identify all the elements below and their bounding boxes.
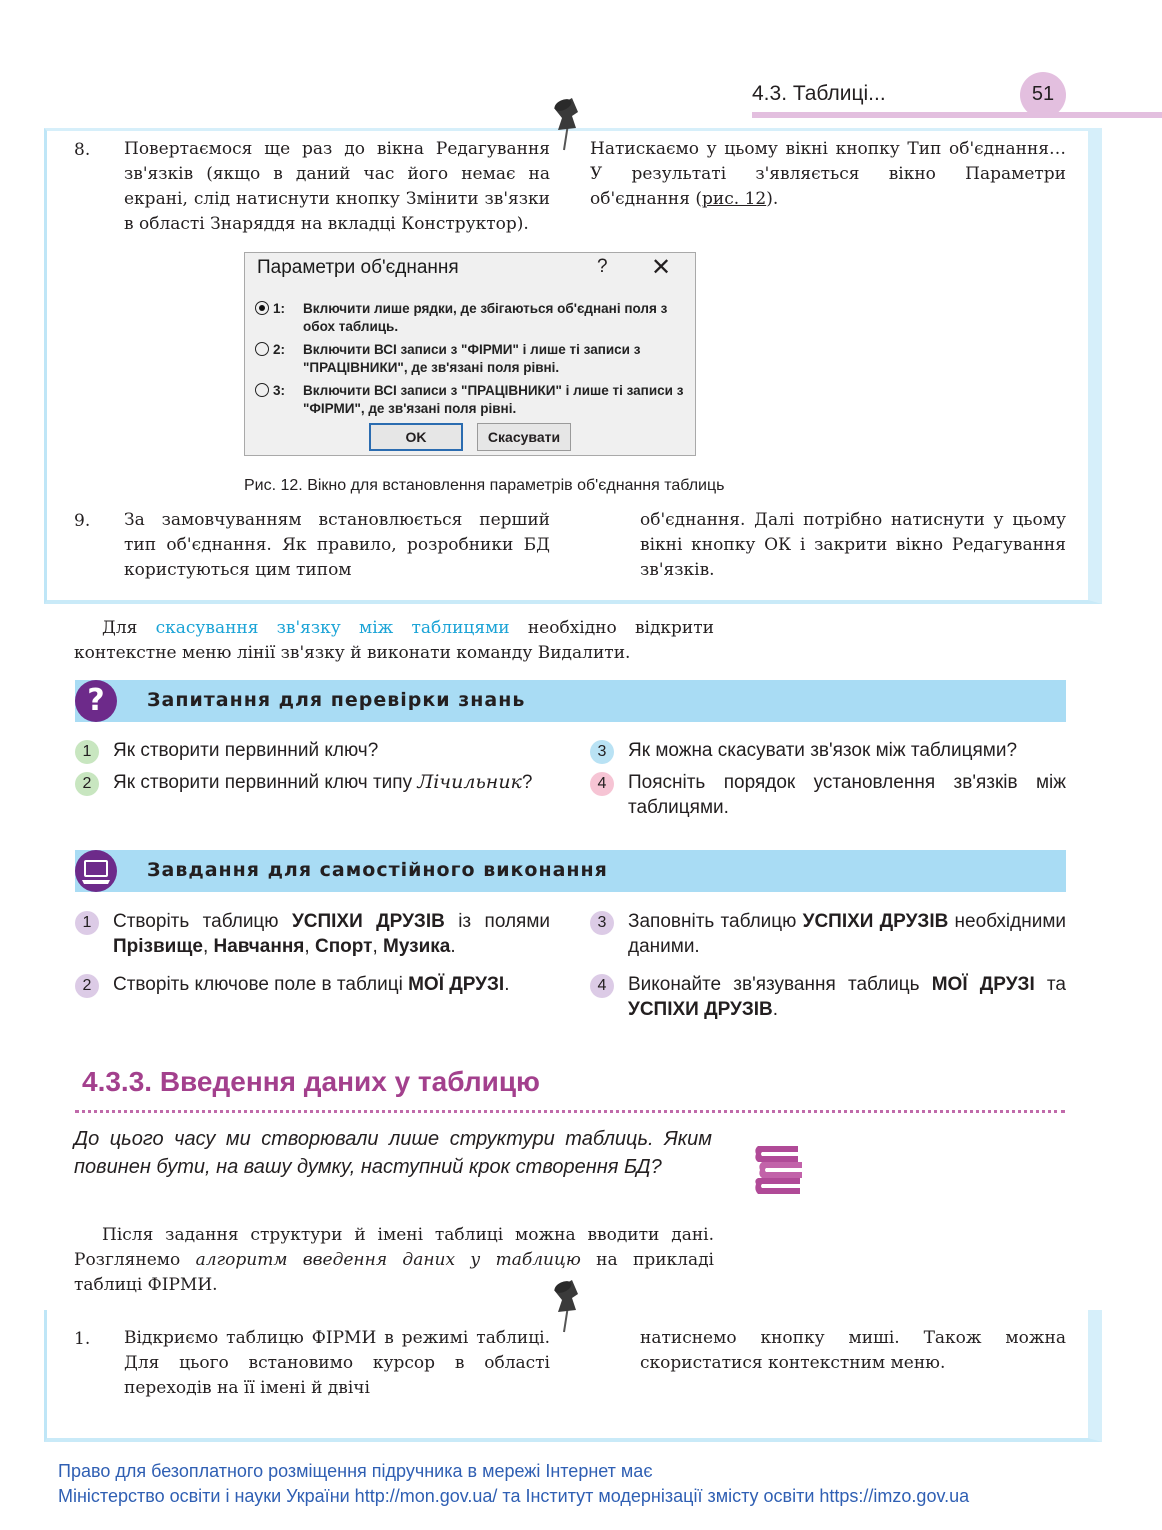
question-text: Як можна скасувати зв'язок між таблицями? <box>628 740 1018 761</box>
step-number: 9. <box>74 511 91 531</box>
pushpin-icon <box>546 1276 586 1336</box>
section-divider <box>75 1110 1065 1113</box>
step-1-right-text: натиснемо кнопку миші. Також можна скористатися контекстним меню. <box>640 1328 1066 1373</box>
question-number: 3 <box>590 740 614 764</box>
question-number: 4 <box>590 772 614 796</box>
task-text: Заповніть таблицю УСПІХИ ДРУЗІВ необхідними даними. <box>628 911 1067 957</box>
step-8-left-text: Повертаємося ще раз до вікна Редагування зв'язків (якщо в даний час його немає на екрані, слід натиснути кнопку Змінити зв'язки в області Знаряддя на вкладці Конструктор). <box>124 139 550 234</box>
question-number: 2 <box>75 772 99 796</box>
task-number: 3 <box>590 911 614 935</box>
question-mark-icon: ? <box>75 680 117 722</box>
tasks-header-bar <box>75 850 1066 892</box>
pushpin-icon <box>546 94 586 154</box>
step-9-left-text: За замовчуванням встановлюється перший тип об'єднання. Як правило, розробники БД користуються цим типом <box>124 510 550 580</box>
step-1-left-text: Відкриємо таблицю ФІРМИ в режимі таблиці. Для цього встановимо курсор в області переходів на її імені й двічі <box>124 1328 550 1398</box>
books-icon <box>752 1142 806 1198</box>
figure-reference-link[interactable]: рис. 12 <box>702 189 767 209</box>
tasks-title: Завдання для самостійного виконання <box>147 859 608 881</box>
cancel-button[interactable]: Скасувати <box>477 423 571 451</box>
section-title: 4.3.3. Введення даних у таблицю <box>82 1066 540 1097</box>
delete-relation-paragraph: Для скасування зв'язку між таблицями необхідно відкрити контекстне меню лінії зв'язку й виконати команду Видалити. <box>74 618 714 663</box>
step-8-right-text: Натискаємо у цьому вікні кнопку Тип об'єднання… У результаті з'являється вікно Параметри об'єднання (рис. 12). <box>590 139 1066 209</box>
join-option-1[interactable]: 1: Включити лише рядки, де збігаються об'єднані поля з обох таблиць. <box>255 300 693 336</box>
header-rule <box>752 112 1162 118</box>
task-text: Створіть ключове поле в таблиці МОЇ ДРУЗІ. <box>113 974 510 995</box>
radio-icon[interactable] <box>255 342 269 356</box>
running-header: 4.3. Таблиці... <box>752 82 886 105</box>
join-option-2[interactable]: 2: Включити ВСІ записи з "ФІРМИ" і лише ті записи з "ПРАЦІВНИКИ", де зв'язані поля рівні. <box>255 341 693 377</box>
question-text: Як створити первинний ключ типу Лічильник? <box>113 771 533 793</box>
intro-question: До цього часу ми створювали лише структури таблиць. Яким повинен бути, на вашу думку, наступний крок створення БД? <box>74 1128 712 1178</box>
join-properties-dialog <box>244 252 696 456</box>
step-number: 1. <box>74 1329 91 1349</box>
help-icon[interactable]: ? <box>597 256 608 277</box>
dialog-title: Параметри об'єднання <box>257 257 459 278</box>
ok-button[interactable]: OK <box>369 423 463 451</box>
close-icon[interactable]: ✕ <box>651 254 672 281</box>
questions-header-bar <box>75 680 1066 722</box>
page-number: 51 <box>1020 72 1066 118</box>
step-9-right-text: об'єднання. Далі потрібно натиснути у цьому вікні кнопку ОК і закрити вікно Редагування зв'язків. <box>640 510 1066 580</box>
join-option-3[interactable]: 3: Включити ВСІ записи з "ПРАЦІВНИКИ" і лише ті записи з "ФІРМИ", де зв'язані поля рівні. <box>255 382 693 418</box>
computer-icon <box>75 850 117 892</box>
task-number: 2 <box>75 974 99 998</box>
task-number: 1 <box>75 911 99 935</box>
figure-caption: Рис. 12. Вікно для встановлення параметрів об'єднання таблиць <box>244 477 725 494</box>
footer-license-line-2: Міністерство освіти і науки України http://mon.gov.ua/ та Інститут модернізації змісту освіти https://imzo.gov.ua <box>58 1486 970 1506</box>
questions-title: Запитання для перевірки знань <box>147 689 526 711</box>
question-text: Поясніть порядок установлення зв'язків між таблицями. <box>628 772 1066 818</box>
question-text: Як створити первинний ключ? <box>113 740 379 761</box>
footer-license-line-1: Право для безоплатного розміщення підручника в мережі Інтернет має <box>58 1461 653 1481</box>
highlighted-term: скасування зв'язку між таблицями <box>155 618 510 638</box>
step-number: 8. <box>74 140 91 160</box>
task-text: Створіть таблицю УСПІХИ ДРУЗІВ із полями Прізвище, Навчання, Спорт, Музика. <box>113 911 551 957</box>
algorithm-paragraph: Після задання структури й імені таблиці можна вводити дані. Розглянемо алгоритм введення даних у таблицю на прикладі таблиці ФІРМИ. <box>74 1225 714 1295</box>
radio-selected-icon[interactable] <box>255 301 269 315</box>
question-number: 1 <box>75 740 99 764</box>
radio-icon[interactable] <box>255 383 269 397</box>
task-number: 4 <box>590 974 614 998</box>
task-text: Виконайте зв'язування таблиць МОЇ ДРУЗІ та УСПІХИ ДРУЗІВ. <box>628 974 1066 1020</box>
